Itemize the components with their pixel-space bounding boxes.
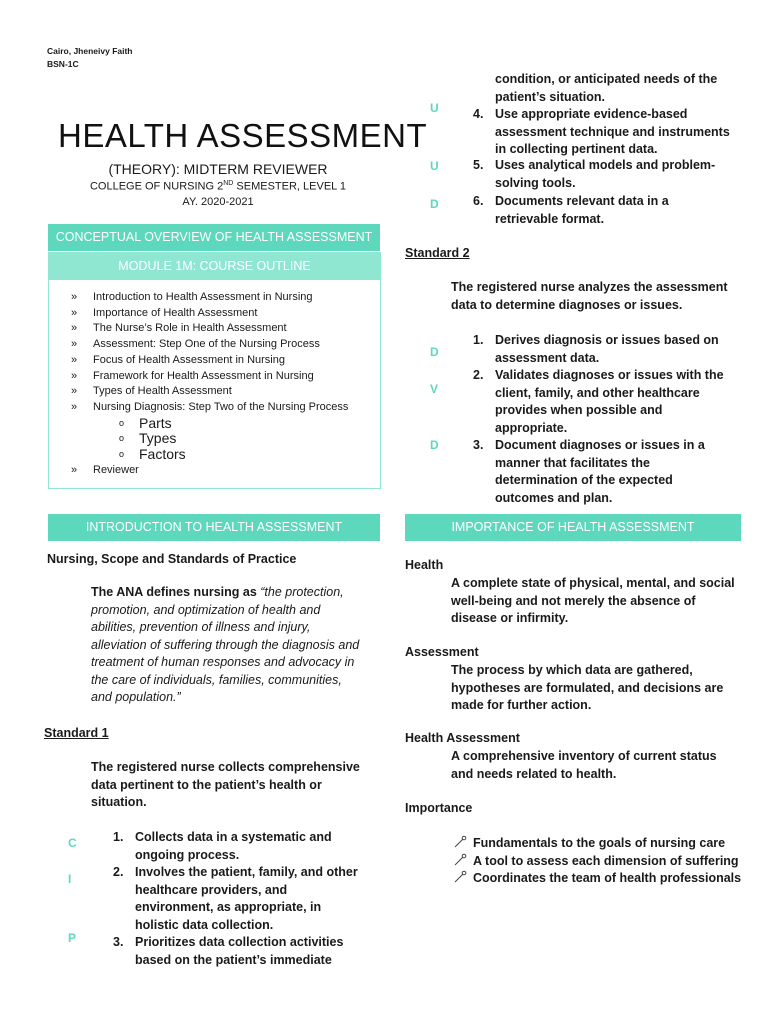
list-item: 5. Uses analytical models and problem-solving tools. xyxy=(473,158,716,190)
outline-item xyxy=(49,400,380,416)
ana-definition xyxy=(91,584,361,707)
outline-bullet: » xyxy=(71,463,78,476)
outline-bullet: » xyxy=(71,306,78,319)
outline-label: Focus of Health Assessment in Nursing xyxy=(93,353,285,366)
outline-label: Reviewer xyxy=(93,463,139,476)
outline-bullet: » xyxy=(71,400,78,413)
outline-label: Framework for Health Assessment in Nursing xyxy=(93,369,314,382)
standard1-letter: P xyxy=(68,931,77,945)
outline-item xyxy=(49,447,380,463)
outline-label: Assessment: Step One of the Nursing Process xyxy=(93,338,320,351)
definition-term: Assessment xyxy=(405,645,479,659)
college-sup: ND xyxy=(223,180,234,187)
standard1-letter: U xyxy=(430,159,439,173)
definition-text: The process by which data are gathered, hypotheses are formulated, and decisions are made for further action. xyxy=(451,663,724,712)
page-title: HEALTH ASSESSMENT xyxy=(58,117,428,154)
outline-item xyxy=(49,463,380,479)
outline-item xyxy=(49,416,380,432)
standard1-letter: I xyxy=(68,872,72,886)
list-item: 3. Document diagnoses or issues in a manner that facilitates the determination of the expected outcomes and plan. xyxy=(473,438,705,505)
standard1-letter: D xyxy=(430,197,439,211)
banner-conceptual-overview: CONCEPTUAL OVERVIEW OF HEALTH ASSESSMENT xyxy=(48,224,380,251)
outline-bullet: » xyxy=(71,322,78,335)
outline-bullet: o xyxy=(119,433,125,444)
outline-label: Factors xyxy=(139,446,186,463)
outline-item xyxy=(49,369,380,385)
standard1-text: The registered nurse collects comprehensive data pertinent to the patient’s health or situation. xyxy=(91,760,360,809)
outline-label: The Nurse’s Role in Health Assessment xyxy=(93,322,287,335)
student-name: Cairo, Jheneivy Faith xyxy=(47,46,133,56)
outline-item xyxy=(49,306,380,322)
page-subtitle: (THEORY): MIDTERM REVIEWER xyxy=(108,161,328,177)
banner-importance: IMPORTANCE OF HEALTH ASSESSMENT xyxy=(405,514,741,541)
standard1-letter: U xyxy=(430,101,439,115)
outline-label: Types of Health Assessment xyxy=(93,385,232,398)
outline-label: Nursing Diagnosis: Step Two of the Nursing Process xyxy=(93,400,349,413)
importance-list xyxy=(453,835,743,888)
ana-quote: “the protection, promotion, and optimization of health and abilities, prevention of illness and injury, alleviation of suffering through the diagnosis and treatment of human responses and advocacy in the care of individuals, families, communities, and population.” xyxy=(91,585,360,704)
outline-bullet: » xyxy=(71,369,78,382)
outline-bullet: o xyxy=(119,417,125,428)
outline-label: Introduction to Health Assessment in Nursing xyxy=(93,291,313,303)
list-item: Coordinates the team of health professionals xyxy=(453,870,743,888)
outline-bullet: » xyxy=(71,338,78,351)
ana-prefix: The ANA defines nursing as xyxy=(91,585,261,599)
definition-text: A complete state of physical, mental, and social well-being and not merely the absence of disease or infirmity. xyxy=(451,576,735,625)
list-item: 2. Validates diagnoses or issues with the client, family, and other healthcare provides when possible and appropriate. xyxy=(473,368,724,435)
standard2-letter: D xyxy=(430,345,439,359)
banner-module: MODULE 1M: COURSE OUTLINE xyxy=(49,253,380,280)
definition-term: Health Assessment xyxy=(405,731,520,745)
course-outline-list xyxy=(49,290,380,478)
college-prefix: COLLEGE OF NURSING 2 xyxy=(89,180,224,193)
standard2-text: The registered nurse analyzes the assessment data to determine diagnoses or issues. xyxy=(451,280,728,312)
list-item: 6. Documents relevant data in a retrievable format. xyxy=(473,194,669,226)
outline-item xyxy=(49,384,380,400)
course-outline-box xyxy=(48,252,381,489)
standard1-letter: C xyxy=(68,836,77,850)
definition-text: A comprehensive inventory of current status and needs related to health. xyxy=(451,749,717,781)
importance-heading: Importance xyxy=(405,801,473,815)
outline-bullet: » xyxy=(71,385,78,398)
standard2-letter: D xyxy=(430,438,439,452)
outline-bullet: » xyxy=(71,353,78,366)
scope-heading: Nursing, Scope and Standards of Practice xyxy=(47,552,297,566)
banner-introduction: INTRODUCTION TO HEALTH ASSESSMENT xyxy=(48,514,380,541)
outline-item xyxy=(49,321,380,337)
outline-bullet: » xyxy=(71,291,78,303)
outline-item xyxy=(49,290,380,306)
pin-icon xyxy=(453,870,467,890)
standard2-heading: Standard 2 xyxy=(405,246,470,260)
outline-label: Types xyxy=(139,430,177,447)
outline-item xyxy=(49,431,380,447)
definition-term: Health xyxy=(405,558,444,572)
outline-bullet: o xyxy=(119,449,125,460)
outline-label: Parts xyxy=(139,414,172,431)
standard2-letter: V xyxy=(430,382,439,396)
list-item: 1. Collects data in a systematic and ongoing process. xyxy=(113,830,332,862)
list-item: 1. Derives diagnosis or issues based on assessment data. xyxy=(473,333,719,365)
outline-item xyxy=(49,337,380,353)
list-item: Fundamentals to the goals of nursing care xyxy=(453,835,743,853)
list-item: 2. Involves the patient, family, and other healthcare providers, and environment, as appropriate, in holistic data collection. xyxy=(113,865,358,932)
student-meta xyxy=(47,45,133,71)
outline-item xyxy=(49,353,380,369)
list-item-continued: condition, or anticipated needs of the patient’s situation. xyxy=(495,72,718,104)
list-item: 4. Use appropriate evidence-based assessment technique and instruments in collecting pertinent data. xyxy=(473,107,730,156)
college-suffix: SEMESTER, LEVEL 1 xyxy=(233,180,347,193)
student-section: BSN-1C xyxy=(47,59,79,69)
outline-label: Importance of Health Assessment xyxy=(93,306,258,319)
list-item: A tool to assess each dimension of suffering xyxy=(453,853,743,871)
academic-year: AY. 2020-2021 xyxy=(182,196,254,208)
list-item: 3. Prioritizes data collection activities based on the patient’s immediate xyxy=(113,935,344,967)
college-line xyxy=(48,180,388,193)
standard1-heading: Standard 1 xyxy=(44,726,109,740)
